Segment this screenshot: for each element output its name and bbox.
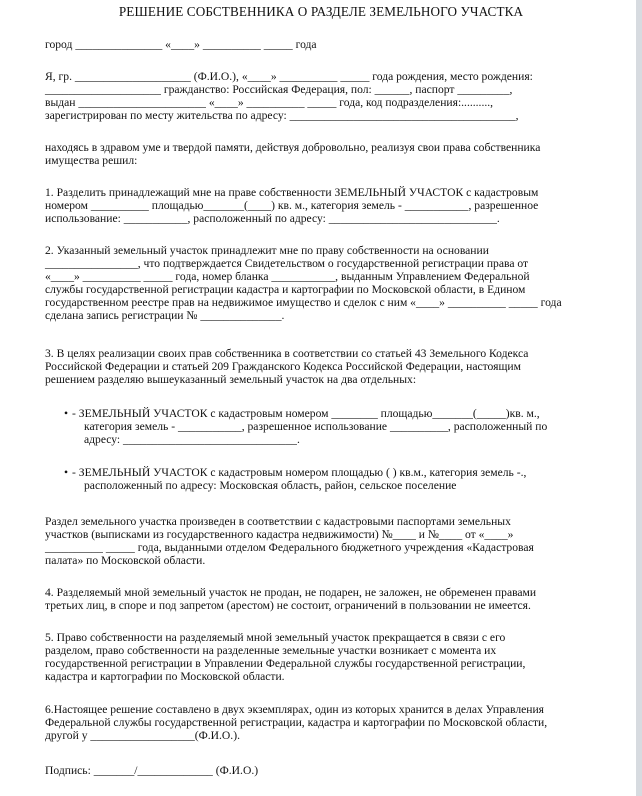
division-line: __________ _____ года, выданными отделом Федерального бюджетного учреждения «Кадастровая — [45, 541, 534, 554]
clause-5-line: 5. Право собственности на разделяемый мной земельный участок прекращается в связи с его — [45, 631, 506, 644]
clause-6-line: другой у __________________(Ф.И.О.). — [45, 729, 240, 742]
parcel-2-line: - ЗЕМЕЛЬНЫЙ УЧАСТОК с кадастровым номером площадью ( ) кв.м., категория земель -., — [72, 466, 527, 479]
clause-2-line: сделана запись регистрации № ______________. — [45, 309, 285, 322]
clause-1-line: номером __________ площадью_______(____) кв. м., категория земель - ___________, разрешенное — [45, 199, 539, 212]
page-edge — [636, 0, 642, 796]
city-date-line: город _______________ «____» __________ _____ года — [45, 38, 317, 51]
division-line: Раздел земельного участка произведен в соответствии с кадастровыми паспортами земельных — [45, 515, 511, 528]
clause-2-line: государственном реестре прав на недвижимое имущество и сделок с ним «____» __________ _____ года — [45, 296, 562, 309]
parcel-1-line: адресу: ______________________________. — [84, 433, 300, 446]
owner-line: ____________________ гражданство: Российская Федерация, пол: ______, паспорт _________, — [45, 83, 513, 96]
parcel-1-line: категория земель - ___________, разрешенное использование __________, расположенный по — [84, 420, 548, 433]
clause-4-line: 4. Разделяемый мной земельный участок не продан, не подарен, не заложен, не обременен правами — [45, 586, 537, 599]
clause-4-line: третьих лиц, в споре и под запретом (арестом) не состоит, ограничений в пользовании не имеется. — [45, 599, 531, 612]
clause-2-line: «____» __________ _____ года, номер бланка ___________, выданным Управлением Федеральной — [45, 270, 530, 283]
clause-6-line: Федеральной службы государственной регистрации, кадастра и картографии по Московской области, — [45, 716, 548, 729]
bullet-marker: • — [64, 466, 69, 479]
clause-2-line: 2. Указанный земельный участок принадлежит мне по праву собственности на основании — [45, 244, 489, 257]
clause-5-line: кадастра и картографии по Московской области. — [45, 670, 285, 683]
document-title: РЕШЕНИЕ СОБСТВЕННИКА О РАЗДЕЛЕ ЗЕМЕЛЬНОГО УЧАСТКА — [118, 4, 524, 19]
clause-2-line: ________________, что подтверждается Свидетельством о государственной регистрации права от — [45, 257, 529, 270]
division-line: палата» по Московской области. — [45, 554, 206, 567]
intro-line: находясь в здравом уме и твердой памяти, действуя добровольно, реализуя свои права собственника — [45, 141, 541, 154]
clause-3-line: 3. В целях реализации своих прав собственника в соответствии со статьей 43 Земельного Кодекса — [45, 347, 529, 360]
clause-5-line: государственной регистрации в Управлении Федеральной службы государственной регистрации, — [45, 657, 526, 670]
clause-2-line: службы государственной регистрации кадастра и картографии по Московской области, в Едином — [45, 283, 526, 296]
clause-1-line: использование: ___________, расположенный по адресу: _____________________________. — [45, 212, 500, 225]
clause-3-line: Российской Федерации и статьей 209 Гражданского Кодекса Российской Федерации, настоящим — [45, 360, 521, 373]
signature-line: Подпись: _______/_____________ (Ф.И.О.) — [45, 764, 259, 777]
owner-line: зарегистрирован по месту жительства по адресу: _______________________________________, — [45, 109, 519, 122]
clause-6-line: 6.Настоящее решение составлено в двух экземплярах, один из которых хранится в делах Управления — [45, 703, 545, 716]
clause-5-line: разделом, право собственности на разделенные земельные участки возникает с момента их — [45, 644, 497, 657]
clause-1-line: 1. Разделить принадлежащий мне на праве собственности ЗЕМЕЛЬНЫЙ УЧАСТОК с кадастровым — [45, 186, 539, 199]
parcel-1-line: - ЗЕМЕЛЬНЫЙ УЧАСТОК с кадастровым номером ________ площадью_______(_____)кв. м., — [72, 407, 540, 420]
owner-line: выдан ______________________ «____» __________ _____ года, код подразделения:.........., — [45, 96, 494, 109]
owner-line: Я, гр. ____________________ (Ф.И.О.), «____» __________ _____ года рождения, место рождения: — [45, 70, 533, 83]
bullet-marker: • — [64, 407, 69, 420]
parcel-2-line: расположенный по адресу: Московская область, район, сельское поселение — [84, 479, 457, 492]
intro-line: имущества решил: — [45, 154, 138, 167]
clause-3-line: решением разделяю вышеуказанный земельный участок на два отдельных: — [45, 373, 417, 386]
division-line: участков (выписками из государственного кадастра недвижимости) №____ и №____ от «____» — [45, 528, 514, 541]
